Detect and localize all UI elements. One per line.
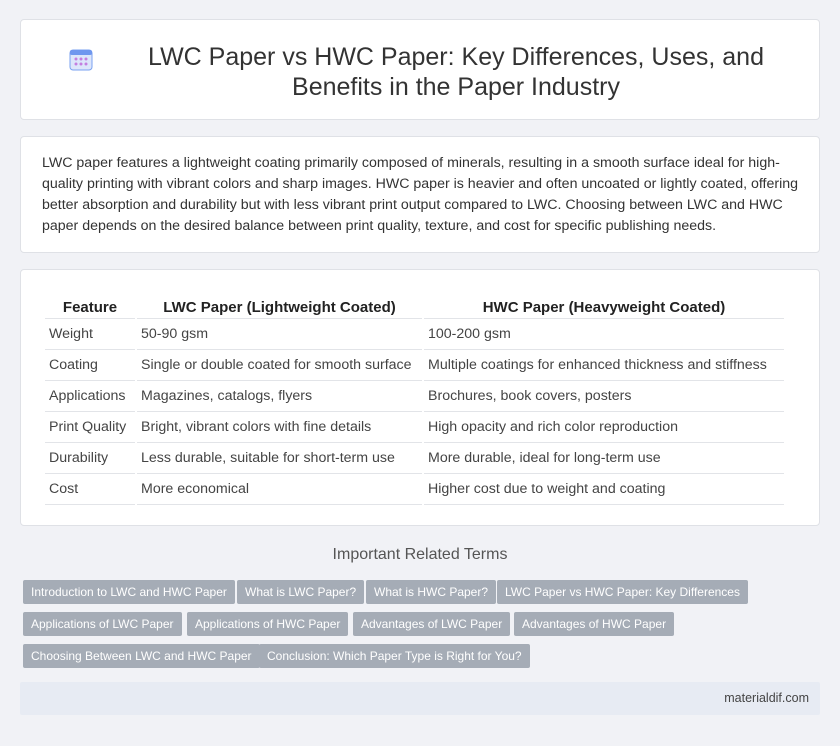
column-header: HWC Paper (Heavyweight Coated) [424,293,784,319]
related-term-tag[interactable]: Advantages of HWC Paper [514,612,674,636]
calendar-icon [69,47,105,83]
related-term-tag[interactable]: Introduction to LWC and HWC Paper [23,580,235,604]
table-cell: More durable, ideal for long-term use [424,443,784,474]
intro-card [20,136,820,253]
table-row [45,319,784,350]
table-row [45,350,784,381]
column-header: Feature [45,293,135,319]
related-terms-title: Important Related Terms [332,546,508,563]
related-term-tag[interactable]: What is LWC Paper? [237,580,364,604]
column-header: LWC Paper (Lightweight Coated) [137,293,422,319]
title-card [20,19,820,120]
comparison-table [43,293,786,505]
table-row [45,381,784,412]
table-cell: Print Quality [45,412,135,443]
related-term-tag[interactable]: What is HWC Paper? [366,580,496,604]
related-term-tag[interactable]: Applications of LWC Paper [23,612,182,636]
table-cell: Multiple coatings for enhanced thickness and stiffness [424,350,784,381]
table-cell: High opacity and rich color reproduction [424,412,784,443]
table-cell: Brochures, book covers, posters [424,381,784,412]
related-term-tag[interactable]: Advantages of LWC Paper [353,612,510,636]
table-cell: 50-90 gsm [137,319,422,350]
table-cell: Single or double coated for smooth surface [137,350,422,381]
footer-site-link[interactable]: materialdif.com [724,691,809,705]
related-term-tag[interactable]: Choosing Between LWC and HWC Paper [23,644,260,668]
table-cell: Durability [45,443,135,474]
related-term-tag[interactable]: LWC Paper vs HWC Paper: Key Differences [497,580,748,604]
table-cell: Cost [45,474,135,505]
table-header-row [45,293,784,319]
table-cell: Magazines, catalogs, flyers [137,381,422,412]
table-row [45,412,784,443]
related-term-tag[interactable]: Conclusion: Which Paper Type is Right for You? [259,644,530,668]
table-cell: Weight [45,319,135,350]
table-cell: Bright, vibrant colors with fine details [137,412,422,443]
related-term-tag[interactable]: Applications of HWC Paper [187,612,348,636]
footer [20,682,820,715]
table-cell: More economical [137,474,422,505]
table-cell: Higher cost due to weight and coating [424,474,784,505]
table-cell: 100-200 gsm [424,319,784,350]
table-cell: Applications [45,381,135,412]
table-row [45,474,784,505]
table-cell: Coating [45,350,135,381]
table-row [45,443,784,474]
page-title: LWC Paper vs HWC Paper: Key Differences, Uses, and Benefits in the Paper Industry [148,43,764,101]
intro-paragraph: LWC paper features a lightweight coating primarily composed of minerals, resulting in a smooth surface ideal for high-quality printing with vibrant colors and sharp images. HWC paper is heavier and often uncoated or lightly coated, offering better absorption and durability but with less vibrant print output compared to LWC. Choosing between LWC and HWC paper depends on the desired balance between print quality, texture, and cost for specific publishing needs. [42,155,799,234]
table-card [20,269,820,526]
table-cell: Less durable, suitable for short-term use [137,443,422,474]
